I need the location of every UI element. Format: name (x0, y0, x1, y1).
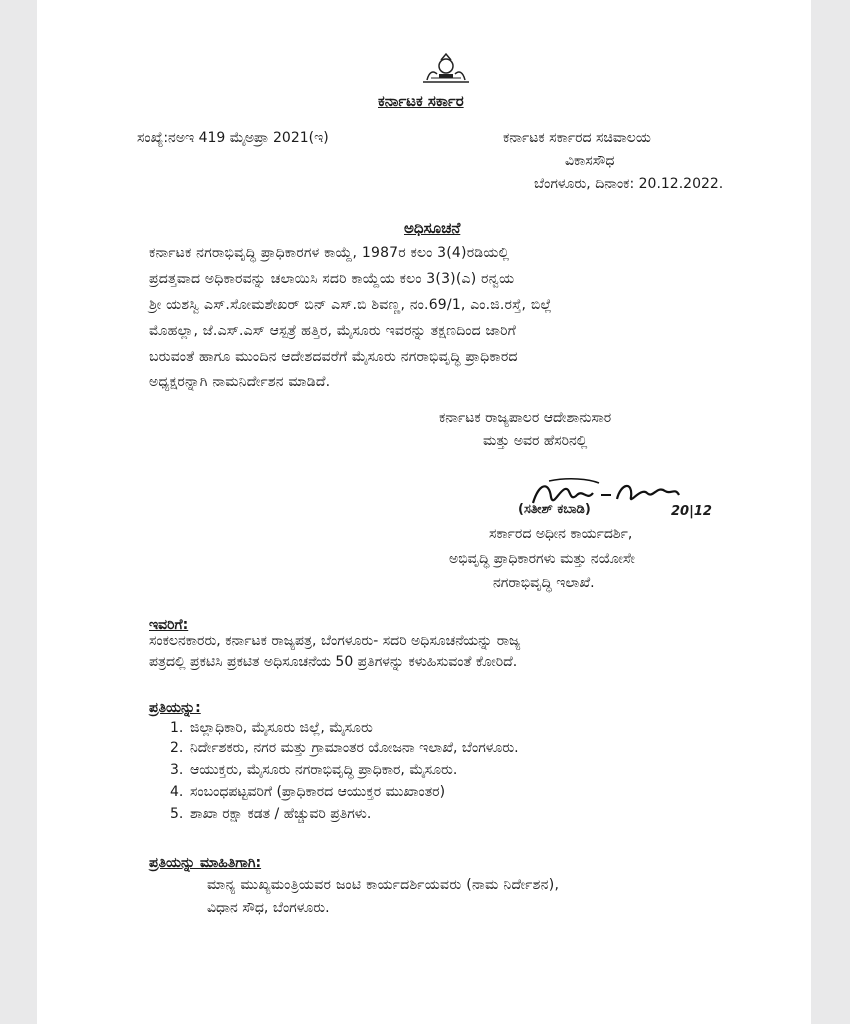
info-line: ವಿಧಾನ ಸೌಧ, ಬೆಂಗಳೂರು. (207, 900, 330, 916)
notification-line: ಪ್ರದತ್ತವಾದ ಅಧಿಕಾರವನ್ನು ಚಲಾಯಿಸಿ ಸದರಿ ಕಾಯ್ದೆಯ ಕಲಂ 3(3)(ಎ) ರನ್ವಯ (149, 271, 515, 287)
place-date: ಬೆಂಗಳೂರು, ದಿನಾಂಕ: 20.12.2022. (534, 176, 724, 192)
designation-line: ನಗರಾಭಿವೃದ್ಧಿ ಇಲಾಖೆ. (493, 575, 595, 591)
building-name: ವಿಕಾಸಸೌಧ (565, 153, 615, 169)
copy-item: ಜಿಲ್ಲಾಧಿಕಾರಿ, ಮೈಸೂರು ಜಿಲ್ಲೆ, ಮೈಸೂರು (190, 720, 373, 736)
designation-line: ಸರ್ಕಾರದ ಅಧೀನ ಕಾರ್ಯದರ್ಶಿ, (489, 526, 633, 542)
order-line-2: ಮತ್ತು ಅವರ ಹೆಸರಿನಲ್ಲಿ (483, 433, 588, 449)
copy-item-number: 1. (170, 720, 184, 736)
signatory-name: (ಸತೀಶ್ ಕಬಾಡಿ) (518, 502, 591, 517)
to-line: ಸಂಕಲನಕಾರರು, ಕರ್ನಾಟಕ ರಾಜ್ಯಪತ್ರ, ಬೆಂಗಳೂರು- ಸದರಿ ಅಧಿಸೂಚನೆಯನ್ನು ರಾಜ್ಯ (149, 633, 521, 649)
copy-item: ಶಾಖಾ ರಕ್ಷಾ ಕಡತ / ಹೆಚ್ಚುವರಿ ಪ್ರತಿಗಳು. (190, 806, 372, 822)
order-line-1: ಕರ್ನಾಟಕ ರಾಜ್ಯಪಾಲರ ಆದೇಶಾನುಸಾರ (439, 410, 612, 426)
copy-item: ನಿರ್ದೇಶಕರು, ನಗರ ಮತ್ತು ಗ್ರಾಮಾಂತರ ಯೋಜನಾ ಇಲಾಖೆ, ಬೆಂಗಳೂರು. (190, 740, 519, 756)
copy-item: ಸಂಬಂಧಪಟ್ಟವರಿಗೆ (ಪ್ರಾಧಿಕಾರದ ಆಯುಕ್ತರ ಮುಖಾಂತರ) (190, 784, 446, 800)
notification-heading: ಅಧಿಸೂಚನೆ (404, 219, 461, 237)
notification-line: ಬರುವಂತೆ ಹಾಗೂ ಮುಂದಿನ ಆದೇಶದವರೆಗೆ ಮೈಸೂರು ನಗರಾಭಿವೃದ್ಧಿ ಪ್ರಾಧಿಕಾರದ (149, 349, 518, 365)
copy-item-number: 2. (170, 740, 184, 756)
notification-line: ಕರ್ನಾಟಕ ನಗರಾಭಿವೃದ್ಧಿ ಪ್ರಾಧಿಕಾರಗಳ ಕಾಯ್ದೆ, 1987ರ ಕಲಂ 3(4)ರಡಿಯಲ್ಲಿ (149, 245, 510, 261)
copy-item: ಆಯುಕ್ತರು, ಮೈಸೂರು ನಗರಾಭಿವೃದ್ಧಿ ಪ್ರಾಧಿಕಾರ, ಮೈಸೂರು. (190, 762, 458, 778)
copy-item-number: 4. (170, 784, 184, 800)
copies-heading: ಪ್ರತಿಯನ್ನು: (149, 700, 201, 716)
document-page (37, 0, 811, 1024)
secretariat-name: ಕರ್ನಾಟಕ ಸರ್ಕಾರದ ಸಚಿವಾಲಯ (503, 130, 651, 146)
notification-line: ಅಧ್ಯಕ್ಷರನ್ನಾಗಿ ನಾಮನಿರ್ದೇಶನ ಮಾಡಿದೆ. (149, 374, 331, 390)
to-line: ಪತ್ರದಲ್ಲಿ ಪ್ರಕಟಿಸಿ ಪ್ರಕಟಿತ ಅಧಿಸೂಚನೆಯ 50 ಪ್ರತಿಗಳನ್ನು ಕಳುಹಿಸುವಂತೆ ಕೋರಿದೆ. (149, 654, 518, 670)
notification-line: ಮೊಹಲ್ಲಾ, ಜೆ.ಎಸ್.ಎಸ್ ಆಸ್ಪತ್ರೆ ಹತ್ತಿರ, ಮೈಸೂರು ಇವರನ್ನು ತಕ್ಷಣದಿಂದ ಜಾರಿಗೆ (149, 323, 517, 339)
copy-item-number: 3. (170, 762, 184, 778)
info-heading: ಪ್ರತಿಯನ್ನು ಮಾಹಿತಿಗಾಗಿ: (149, 855, 262, 871)
notification-line: ಶ್ರೀ ಯಶಸ್ವಿ ಎಸ್.ಸೋಮಶೇಖರ್ ಬಿನ್ ಎಸ್.ಬಿ ಶಿವಣ್ಣ, ನಂ.69/1, ಎಂ.ಜಿ.ರಸ್ತೆ, ಬಿಲ್ಲೆ (149, 297, 552, 313)
document-title: ಕರ್ನಾಟಕ ಸರ್ಕಾರ (378, 92, 464, 110)
info-line: ಮಾನ್ಯ ಮುಖ್ಯಮಂತ್ರಿಯವರ ಜಂಟಿ ಕಾರ್ಯದರ್ಶಿಯವರು (ನಾಮ ನಿರ್ದೇಶನ), (207, 877, 560, 893)
to-heading: ಇವರಿಗೆ: (149, 617, 189, 633)
state-emblem-icon (417, 52, 475, 84)
reference-number: ಸಂಖ್ಯೆ:ನಅಇ 419 ಮೈಅಪ್ರಾ 2021(ಇ) (137, 130, 329, 146)
copy-item-number: 5. (170, 806, 184, 822)
signature-date-note: 20|12 (671, 504, 712, 519)
designation-line: ಅಭಿವೃದ್ಧಿ ಪ್ರಾಧಿಕಾರಗಳು ಮತ್ತು ನಯೋಸೇ (449, 551, 635, 567)
